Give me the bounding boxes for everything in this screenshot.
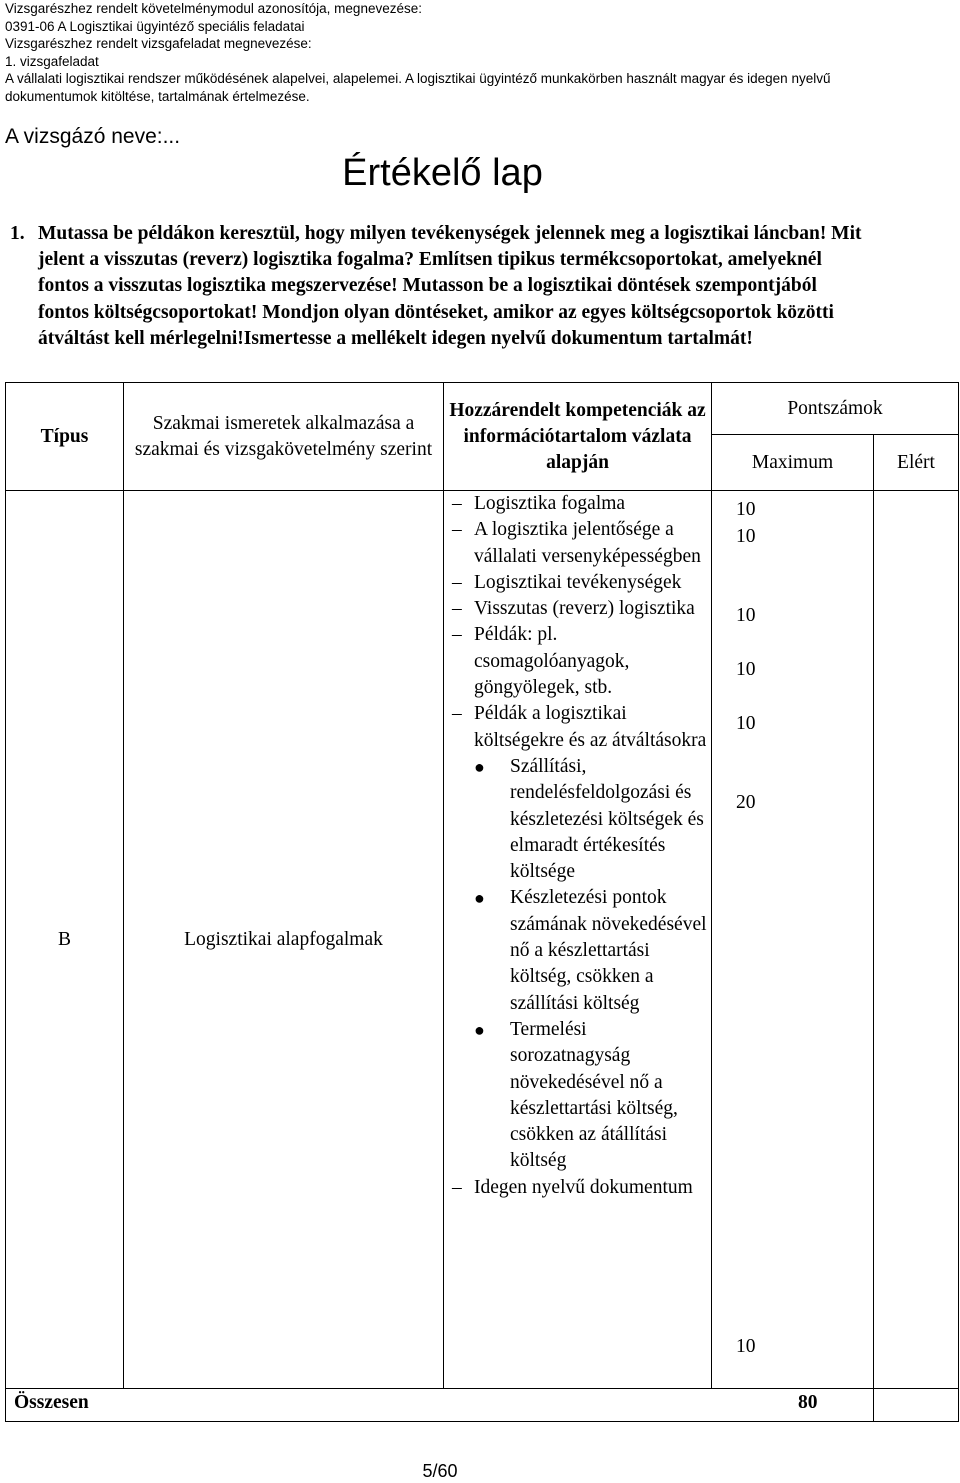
sub-list-item: ● Termelési sorozatnagyság növekedésével nő a készlettartási költség, csökken az átállítási költség bbox=[474, 1018, 678, 1172]
row-tipus: B bbox=[6, 491, 124, 1389]
header-tipus: Típus bbox=[6, 383, 124, 491]
max-point: 10 bbox=[736, 499, 756, 520]
competency-list-cell bbox=[444, 491, 712, 1389]
header-line: Vizsgarészhez rendelt vizsgafeladat megnevezése: bbox=[5, 36, 312, 51]
task-description bbox=[10, 221, 870, 352]
header-maximum: Maximum bbox=[712, 435, 874, 491]
header-line: Vizsgarészhez rendelt követelménymodul azonosítója, megnevezése: bbox=[5, 1, 422, 16]
header-line: dokumentumok kitöltése, tartalmának értelmezése. bbox=[5, 88, 310, 104]
list-item: – Visszutas (reverz) logisztika bbox=[452, 598, 695, 620]
document-header bbox=[5, 0, 955, 105]
total-value: 80 bbox=[798, 1392, 818, 1413]
max-point: 20 bbox=[736, 792, 756, 813]
header-szakmai: Szakmai ismeretek alkalmazása a szakmai és vizsgakövetelmény szerint bbox=[124, 383, 444, 491]
header-line: A vállalati logisztikai rendszer működésének alapelvei, alapelemei. A logisztikai ügyintéző munkakörben használt magyar és idegen nyelvű bbox=[5, 71, 831, 86]
max-point: 10 bbox=[736, 1336, 756, 1357]
page-title: Értékelő lap bbox=[342, 152, 543, 194]
max-points-cell bbox=[712, 491, 874, 1389]
list-item: – Logisztika fogalma bbox=[452, 493, 626, 514]
competency-list bbox=[444, 491, 711, 1201]
page-number: 5/60 bbox=[422, 1461, 458, 1481]
examinee-name-label: A vizsgázó neve:... bbox=[5, 125, 181, 148]
sub-list-item: ● Készletezési pontok számának növekedésével nő a készlettartási költség, csökken a szállítási költség bbox=[474, 887, 707, 1014]
achieved-points-cell bbox=[874, 491, 959, 1389]
max-point: 10 bbox=[736, 659, 756, 680]
task-number: 1. bbox=[10, 223, 25, 244]
sub-list-item: ● Szállítási, rendelésfeldolgozási és készletezési költségek és elmaradt értékesítés költsége bbox=[474, 755, 704, 883]
list-item: – Példák a logisztikai költségekre és az átváltásokra ● Szállítási, rendelésfeldolgozási és készletezési költségek és elmaradt értékesítés költsége ● Készletezési pontok számának növekedésével nő a készlettartási költség, csökken a szállítási költség ● Termelési sorozatnagyság növekedésével nő a készlettartási költség, csökken az átállítási költség bbox=[444, 701, 711, 1174]
sub-list bbox=[474, 754, 711, 1175]
evaluation-table bbox=[5, 382, 959, 1422]
max-point: 10 bbox=[736, 713, 756, 734]
total-label: Összesen bbox=[14, 1392, 89, 1413]
task-text: Mutassa be példákon keresztül, hogy milyen tevékenységek jelennek meg a logisztikai láncban! Mit jelent a visszutas (reverz) logisztika fogalma? Említsen tipikus termékcsoportokat, amelyeknél fontos a visszutas logisztika megszervezése! Mutasson be a logisztikai döntések szempontjából fontos költségcsoportokat! Mondjon olyan döntéseket, amikor az egyes költségcsoportok közötti átváltást kell mérlegelni!Ismertesse a mellékelt idegen nyelvű dokumentum tartalmát! bbox=[38, 223, 862, 349]
header-line: 1. vizsgafeladat bbox=[5, 53, 99, 69]
list-item: – Idegen nyelvű dokumentum bbox=[452, 1176, 693, 1198]
total-row bbox=[6, 1389, 874, 1422]
header-line: 0391-06 A Logisztikai ügyintéző speciális feladatai bbox=[5, 18, 305, 34]
bullet-icon: ● bbox=[474, 888, 485, 909]
max-point: 10 bbox=[736, 605, 756, 626]
header-elert: Elért bbox=[874, 435, 959, 491]
bullet-icon: ● bbox=[474, 756, 485, 777]
total-achieved-cell bbox=[874, 1389, 959, 1422]
list-item: – A logisztika jelentősége a vállalati versenyképességben bbox=[452, 519, 701, 567]
header-kompetencia: Hozzárendelt kompetenciák az információtartalom vázlata alapján bbox=[444, 383, 712, 491]
list-item: – Példák: pl. csomagolóanyagok, göngyölegek, stb. bbox=[452, 624, 630, 699]
header-pontszamok: Pontszámok bbox=[712, 383, 959, 435]
list-item: – Logisztikai tevékenységek bbox=[452, 571, 682, 593]
row-topic: Logisztikai alapfogalmak bbox=[124, 491, 444, 1389]
bullet-icon: ● bbox=[474, 1019, 485, 1040]
max-point: 10 bbox=[736, 526, 756, 547]
